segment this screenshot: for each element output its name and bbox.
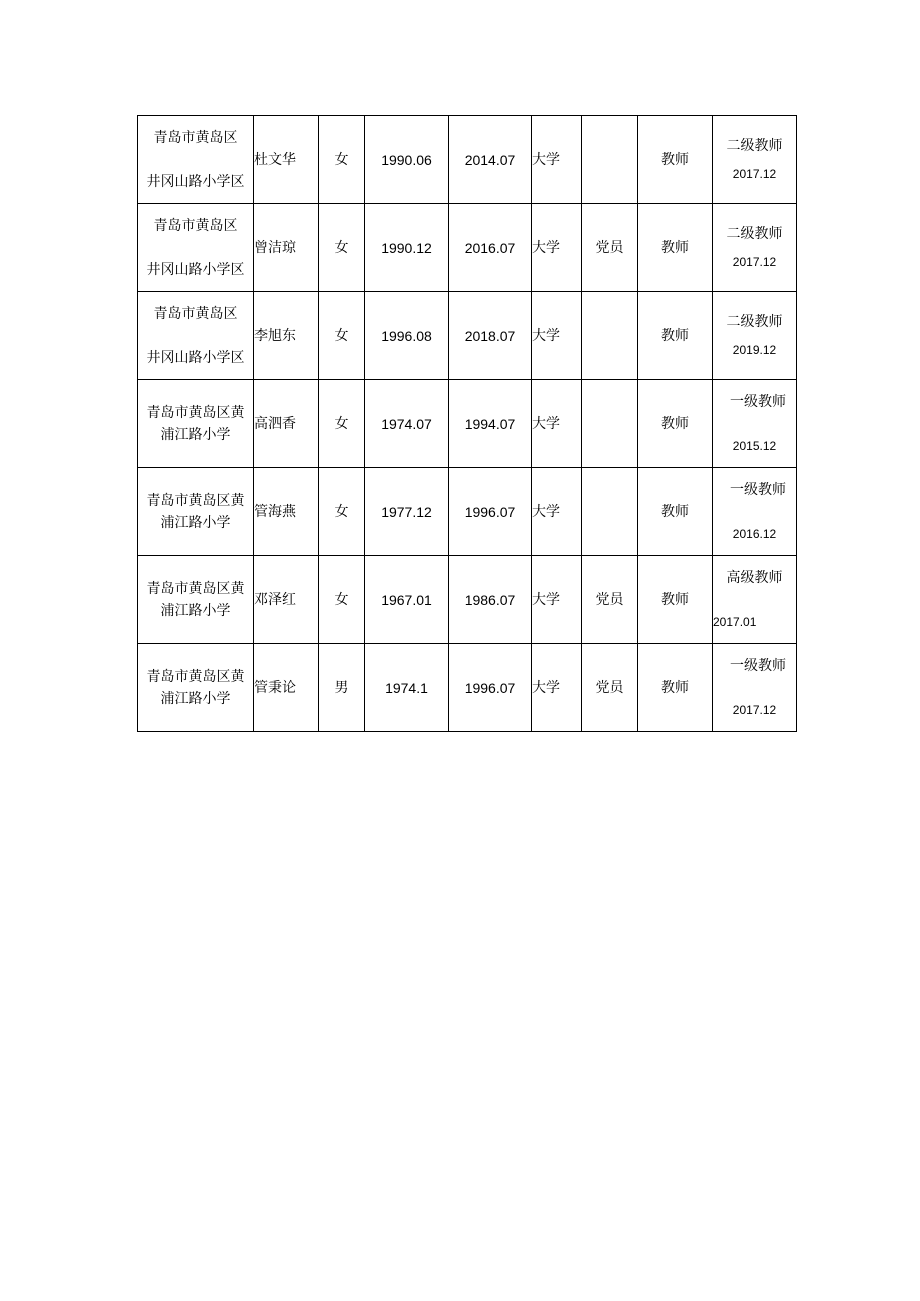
sex-cell: 女 xyxy=(319,468,365,556)
title-cell xyxy=(713,556,797,644)
school-line: 青岛市黄岛区 xyxy=(153,305,238,322)
work-start-cell: 2016.07 xyxy=(449,204,532,292)
title-date: 2017.12 xyxy=(732,166,777,181)
school-line: 浦江路小学 xyxy=(160,426,231,443)
education-cell: 大学 xyxy=(532,204,582,292)
title-cell xyxy=(713,116,797,204)
education-cell: 大学 xyxy=(532,116,582,204)
sex-cell: 女 xyxy=(319,292,365,380)
name-cell: 李旭东 xyxy=(254,292,319,380)
position-cell: 教师 xyxy=(638,292,713,380)
title-date: 2017.12 xyxy=(732,702,777,717)
school-line: 井冈山路小学区 xyxy=(146,173,245,190)
school-cell xyxy=(138,116,254,204)
teacher-roster-table xyxy=(137,115,797,732)
school-line: 井冈山路小学区 xyxy=(146,261,245,278)
birth-date-cell: 1974.1 xyxy=(365,644,449,732)
work-start-cell: 1994.07 xyxy=(449,380,532,468)
name-cell: 杜文华 xyxy=(254,116,319,204)
sex-cell: 女 xyxy=(319,116,365,204)
title-cell xyxy=(713,468,797,556)
title-date: 2016.12 xyxy=(732,526,777,541)
party-cell xyxy=(582,380,638,468)
position-cell: 教师 xyxy=(638,644,713,732)
work-start-cell: 1996.07 xyxy=(449,644,532,732)
name-cell: 管海燕 xyxy=(254,468,319,556)
table-row xyxy=(138,204,797,292)
birth-date-cell: 1974.07 xyxy=(365,380,449,468)
name-cell: 曾洁琼 xyxy=(254,204,319,292)
school-line: 青岛市黄岛区黄 xyxy=(146,492,245,509)
birth-date-cell: 1996.08 xyxy=(365,292,449,380)
school-line: 青岛市黄岛区 xyxy=(153,129,238,146)
position-cell: 教师 xyxy=(638,380,713,468)
school-line: 浦江路小学 xyxy=(160,514,231,531)
sex-cell: 男 xyxy=(319,644,365,732)
school-cell xyxy=(138,556,254,644)
school-line: 浦江路小学 xyxy=(160,690,231,707)
school-cell xyxy=(138,468,254,556)
title-label: 一级教师 xyxy=(730,393,786,410)
title-cell xyxy=(713,292,797,380)
position-cell: 教师 xyxy=(638,204,713,292)
school-line: 青岛市黄岛区黄 xyxy=(146,404,245,421)
education-cell: 大学 xyxy=(532,556,582,644)
party-cell: 党员 xyxy=(582,644,638,732)
sex-cell: 女 xyxy=(319,556,365,644)
name-cell: 邓泽红 xyxy=(254,556,319,644)
work-start-cell: 1986.07 xyxy=(449,556,532,644)
school-cell xyxy=(138,380,254,468)
school-line: 青岛市黄岛区黄 xyxy=(146,668,245,685)
education-cell: 大学 xyxy=(532,468,582,556)
birth-date-cell: 1967.01 xyxy=(365,556,449,644)
title-label: 二级教师 xyxy=(726,225,783,242)
party-cell xyxy=(582,116,638,204)
name-cell: 管秉论 xyxy=(254,644,319,732)
position-cell: 教师 xyxy=(638,556,713,644)
title-cell xyxy=(713,644,797,732)
table-row xyxy=(138,644,797,732)
school-line: 青岛市黄岛区 xyxy=(153,217,238,234)
table-row xyxy=(138,380,797,468)
title-label: 高级教师 xyxy=(726,569,783,586)
title-date: 2015.12 xyxy=(732,438,777,453)
school-cell xyxy=(138,204,254,292)
title-date: 2019.12 xyxy=(732,342,777,357)
position-cell: 教师 xyxy=(638,468,713,556)
title-label: 一级教师 xyxy=(730,481,786,498)
position-cell: 教师 xyxy=(638,116,713,204)
title-cell xyxy=(713,204,797,292)
title-label: 二级教师 xyxy=(726,313,783,330)
table-row xyxy=(138,292,797,380)
party-cell: 党员 xyxy=(582,556,638,644)
birth-date-cell: 1990.06 xyxy=(365,116,449,204)
sex-cell: 女 xyxy=(319,380,365,468)
sex-cell: 女 xyxy=(319,204,365,292)
table-row xyxy=(138,556,797,644)
education-cell: 大学 xyxy=(532,292,582,380)
title-label: 二级教师 xyxy=(726,137,783,154)
school-line: 浦江路小学 xyxy=(160,602,231,619)
school-cell xyxy=(138,292,254,380)
name-cell: 高泗香 xyxy=(254,380,319,468)
work-start-cell: 2018.07 xyxy=(449,292,532,380)
party-cell xyxy=(582,292,638,380)
table-row xyxy=(138,116,797,204)
title-cell xyxy=(713,380,797,468)
birth-date-cell: 1977.12 xyxy=(365,468,449,556)
title-date: 2017.01 xyxy=(713,614,757,629)
title-date: 2017.12 xyxy=(732,254,777,269)
birth-date-cell: 1990.12 xyxy=(365,204,449,292)
school-line: 青岛市黄岛区黄 xyxy=(146,580,245,597)
school-line: 井冈山路小学区 xyxy=(146,349,245,366)
title-label: 一级教师 xyxy=(730,657,786,674)
table-row xyxy=(138,468,797,556)
party-cell xyxy=(582,468,638,556)
work-start-cell: 1996.07 xyxy=(449,468,532,556)
education-cell: 大学 xyxy=(532,380,582,468)
party-cell: 党员 xyxy=(582,204,638,292)
school-cell xyxy=(138,644,254,732)
education-cell: 大学 xyxy=(532,644,582,732)
work-start-cell: 2014.07 xyxy=(449,116,532,204)
